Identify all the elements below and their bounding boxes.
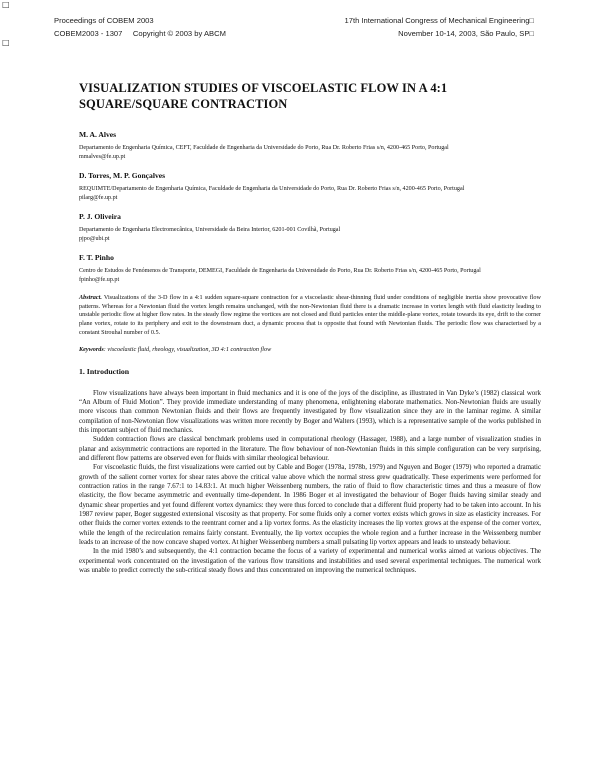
author-name: D. Torres, M. P. Gonçalves — [79, 171, 166, 180]
margin-glyph-top: □ — [2, 0, 10, 9]
page-header — [54, 14, 534, 40]
margin-glyph-bottom: □ — [2, 38, 10, 47]
author-affiliation: Centro de Estudos de Fenómenos de Transporte, DEMEGI, Faculdade de Engenharia da Universidade do Porto, Rua Dr. Roberto Frias s/n, 4200-465 Porto, Portugal — [79, 268, 481, 274]
section-heading: 1. Introduction — [79, 366, 130, 376]
paper-id-copyright: COBEM2003 - 1307 Copyright © 2003 by ABCM — [54, 29, 226, 38]
intro-paragraph: Flow visualizations have always been important in fluid mechanics and it is one of the joys of the discipline, as illustrated in Van Dyke’s (1982) classical work “An Album of Fluid Motion”. They provide immediate understanding of many phenomena, enlightening elaborate mathematics. Non-Newtonian fluids are usually more viscous than common Newtonian fluids and their flows are frequently investigated by flow visualization since they are in the laminar regime. A similar compilation of non-Newtonian flow visualizations was written more recently by Boger and Walters (1993), which is a representative sample of the works published in this important subject of fluid mechanics. — [79, 389, 541, 434]
conference-date-location: November 10-14, 2003, São Paulo, SP□ — [398, 29, 534, 38]
author-affiliation: REQUIMTE/Departamento de Engenharia Química, Faculdade de Engenharia da Universidade do Porto, Rua Dr. Roberto Frias s/n, 4200-465 Porto, Portugal — [79, 186, 465, 192]
abstract-text: Visualizations of the 3-D flow in a 4:1 sudden square-square contraction for a viscoelastic shear-thinning fluid under conditions of negligible inertia show provocative flow patterns. Whereas for a Newtonian fluid the vortex length remains unchanged, with the non-Newtonian fluid there is a dramatic increase in vortex length with fluid elasticity leading to unstable periodic flow at higher flow rates. In the steady flow regime the vortices are not closed and fluid particles enter the middle-plane vortex, rotate towards its eye, drift to the corner plane vortex, rotate to its periphery and exit to the downstream duct, a dynamic process that is opposite that found with Newtonian fluids. The periodic flow was characterised by a constant Strouhal number of 0.5. — [79, 294, 541, 336]
author-email: pjpo@ubi.pt — [79, 236, 110, 242]
paper-title: VISUALIZATION STUDIES OF VISCOELASTIC FLOW IN A 4:1 SQUARE/SQUARE CONTRACTION — [79, 81, 448, 111]
author-name: F. T. Pinho — [79, 253, 114, 262]
author-name: P. J. Oliveira — [79, 212, 121, 221]
author-affiliation: Departamento de Engenharia Electromecânica, Universidade da Beira Interior, 6201-001 Covilhã, Portugal — [79, 227, 341, 233]
author-block — [79, 171, 541, 203]
abstract — [79, 294, 541, 338]
abstract-label: Abstract. — [79, 294, 102, 301]
congress-label: 17th International Congress of Mechanical Engineering□ — [344, 16, 534, 25]
author-name: M. A. Alves — [79, 130, 117, 139]
keywords-label: Keywords — [79, 345, 104, 353]
keywords-text: : viscoelastic fluid, rheology, visualization, 3D 4:1 contraction flow — [103, 345, 272, 353]
author-block — [79, 130, 541, 162]
author-block — [79, 253, 541, 285]
author-block — [79, 212, 541, 244]
intro-paragraph: Sudden contraction flows are classical benchmark problems used in computational rheology (Hassager, 1988), and a large number of visualization studies in planar and axisymmetric contractions are reported in the literature. The flow behaviour of non-Newtonian fluids in this simple configuration can be very surprising, and different flow patterns are observed even for fluids with similar rheological behaviour. — [79, 436, 541, 462]
author-email: fpinho@fe.up.pt — [79, 277, 120, 283]
intro-paragraph: For viscoelastic fluids, the first visualizations were carried out by Cable and Boger (1978a, 1978b, 1979) and Nguyen and Boger (1979) who reported a dramatic growth of the salient corner vortex for shear rates above the critical value above which the normal stress grew quadratically. These experiments were performed for contraction ratios in the range 7.67:1 to 14.83:1. At much higher Weissenberg numbers, the ratio of fluid to flow characteristic times and thus a measure of flow elasticity, the flow became asymmetric and eventually time-dependent. In 1986 Boger et al investigated the behaviour of Boger fluids having similar steady and dynamic shear properties and yet found different vortex dynamics: they were thus forced to conclude that a different fluid property had to be taken into account. In his 1987 review paper, Boger suggested extensional viscosity as that property. For some fluids only a corner vortex exists which grows in size as elasticity increases. For other fluids the corner vortex extends to the reentrant corner and a lip vortex forms. As the elasticity increases the lip vortex grows at the expense of the corner vortex, while the length of the recirculation remains fairly constant. Eventually, the lip vortex occupies the whole region and a further increase in the Weissenberg number leads to an increase of the now concave shaped vortex. At higher Weissenberg numbers a small pulsating lip vortex appears and leads to unsteady behaviour. — [79, 464, 541, 547]
author-email: pilarg@fe.up.pt — [79, 195, 118, 201]
proceedings-label: Proceedings of COBEM 2003 — [54, 16, 154, 25]
author-email: mmalves@fe.up.pt — [79, 154, 126, 160]
paper-content — [79, 80, 541, 575]
header-row-2 — [54, 27, 534, 40]
header-row-1 — [54, 14, 534, 27]
keywords — [79, 345, 541, 354]
author-affiliation: Departamento de Engenharia Química, CEFT, Faculdade de Engenharia da Universidade do Porto, Rua Dr. Roberto Frias s/n, 4200-465 Porto, Portugal — [79, 145, 449, 151]
intro-paragraph: In the mid 1980’s and subsequently, the 4:1 contraction became the focus of a variety of experimental and numerical works aimed at various objectives. The experimental work concentrated on the investigation of the various flow transitions and instabilities and used several experimental techniques. The numerical work was unable to predict correctly the sub-critical steady flows and thus concentrated on improving the numerical techniques. — [79, 548, 541, 575]
